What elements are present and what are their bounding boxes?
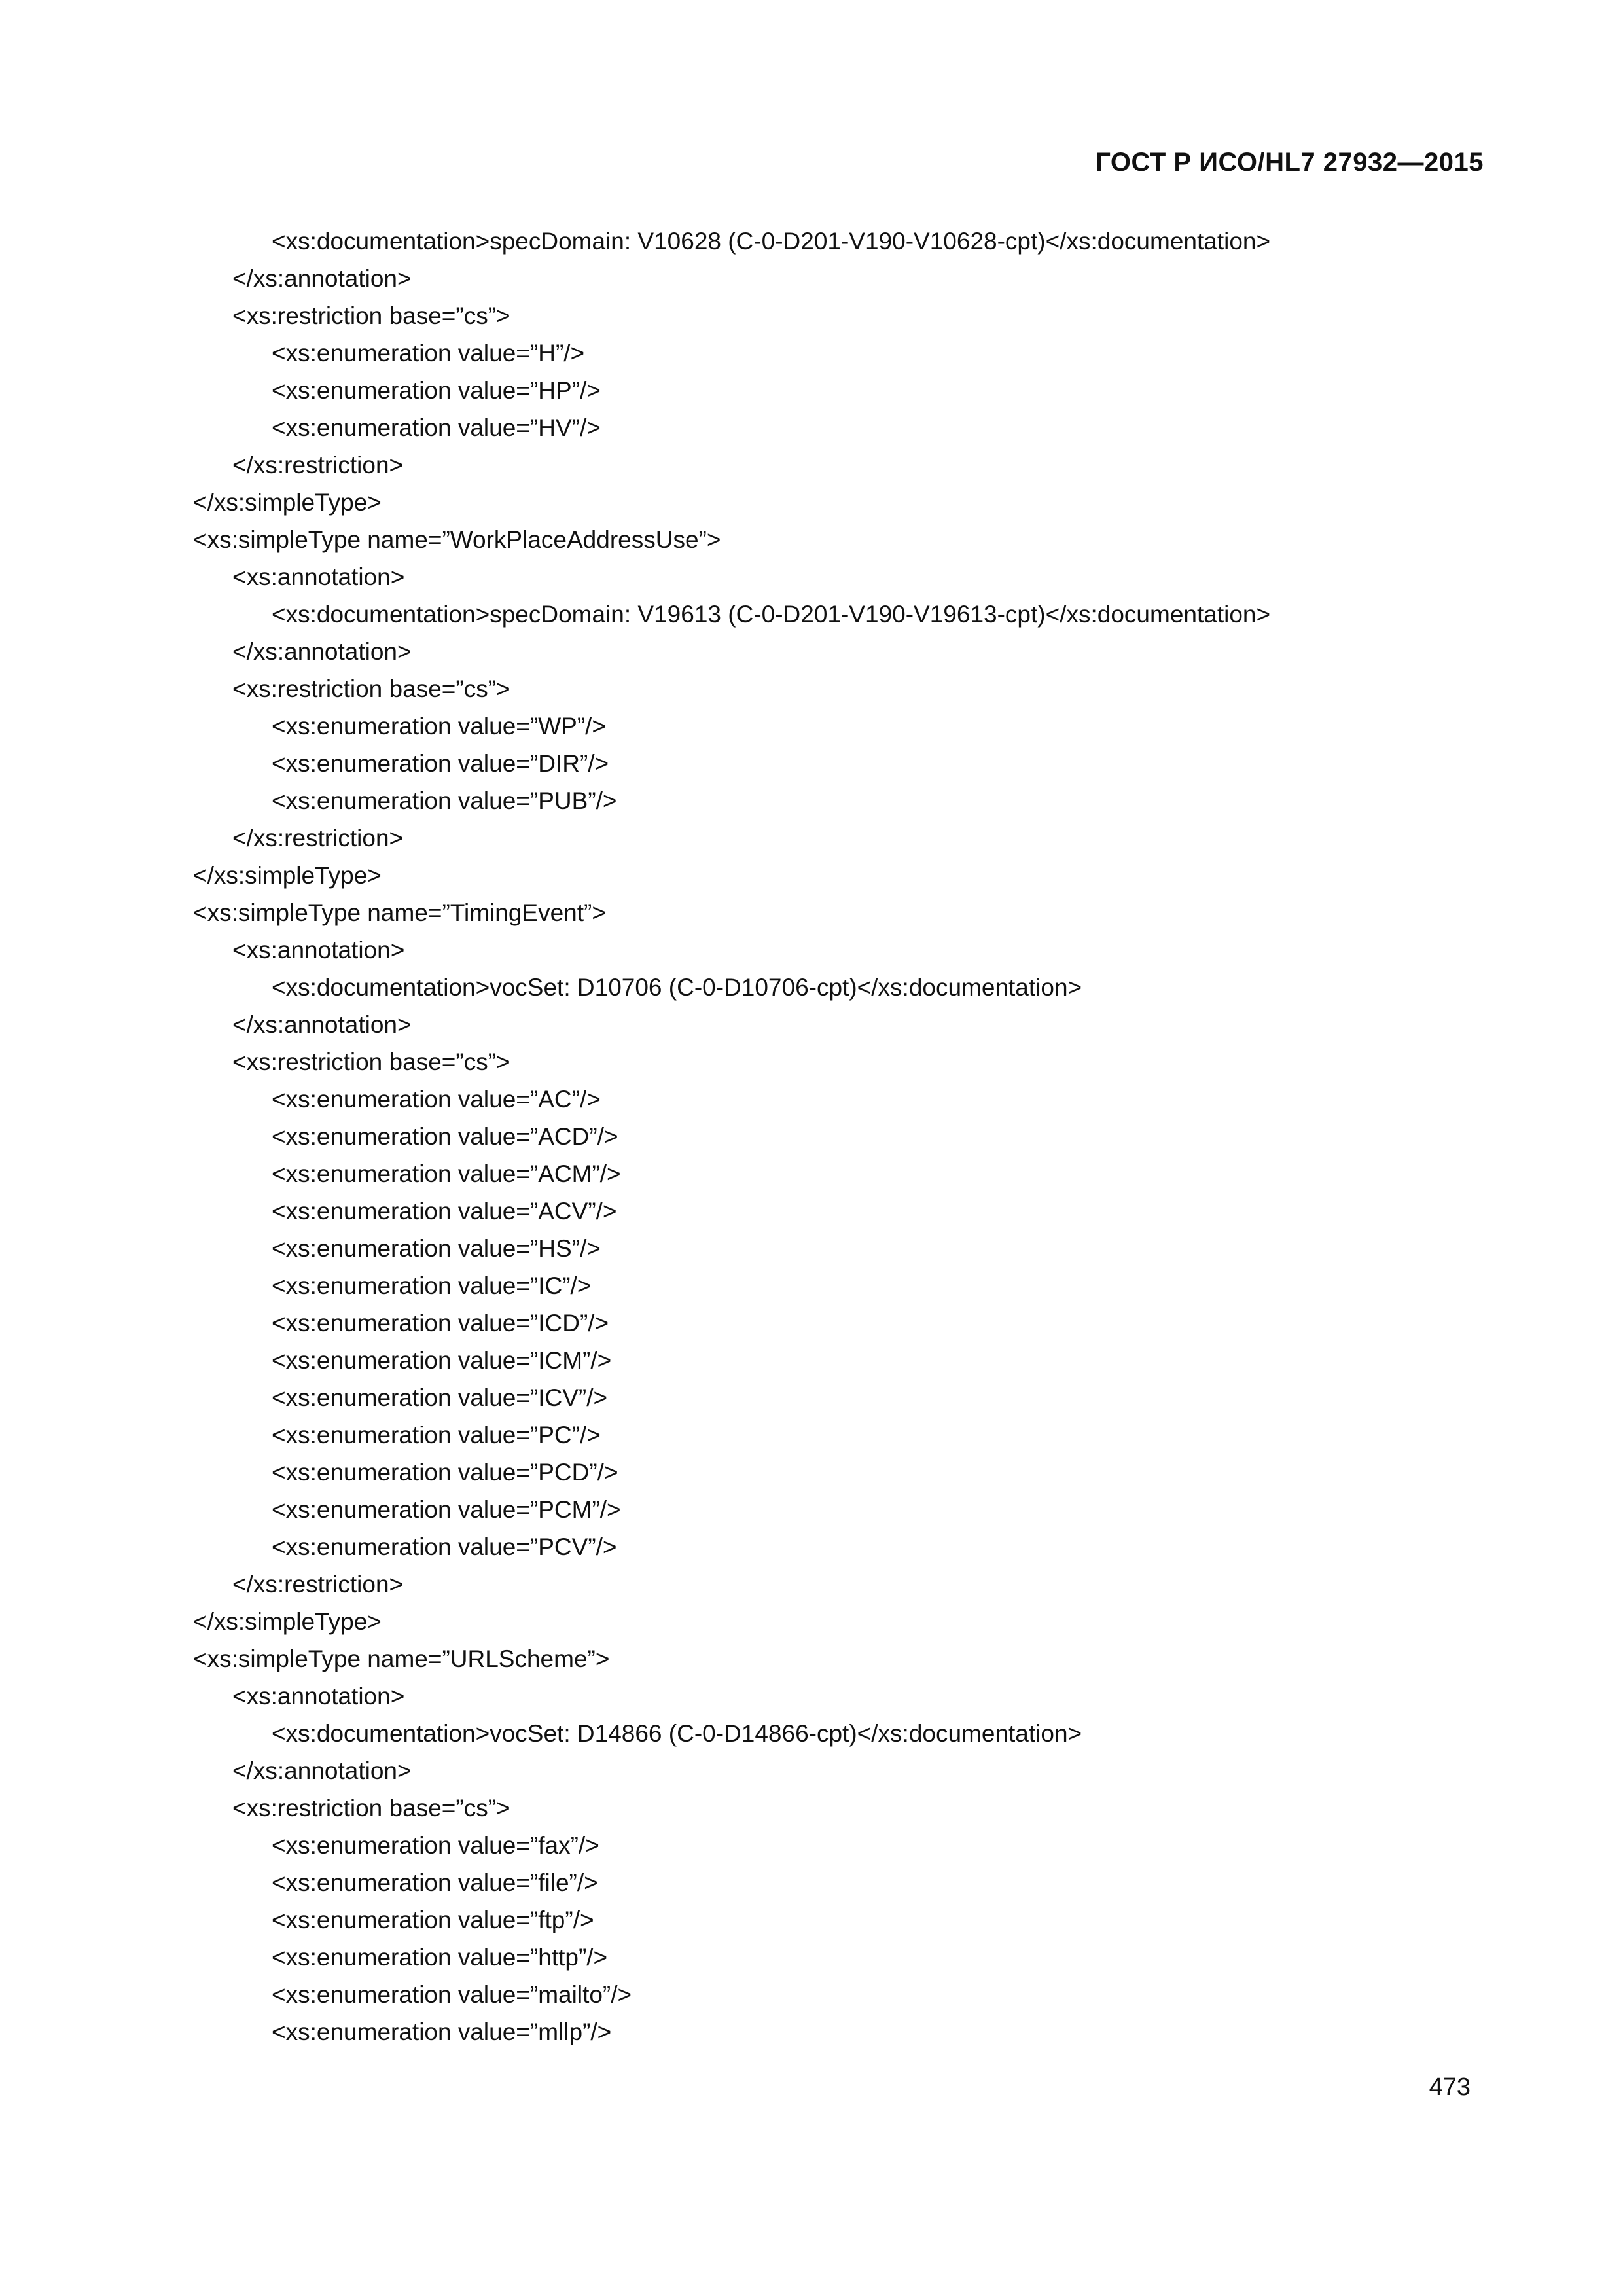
code-line: <xs:enumeration value=”ACM”/>	[272, 1160, 621, 1187]
code-line: <xs:enumeration value=”HS”/>	[272, 1235, 601, 1262]
code-line: <xs:enumeration value=”PUB”/>	[272, 787, 617, 814]
code-line: <xs:enumeration value=”ICD”/>	[272, 1310, 609, 1336]
code-line: <xs:enumeration value=”IC”/>	[272, 1272, 592, 1299]
code-line: <xs:enumeration value=”DIR”/>	[272, 750, 609, 777]
code-line: <xs:documentation>specDomain: V19613 (C-0-D201-V190-V19613-cpt)</xs:documentation>	[272, 601, 1271, 628]
code-line: <xs:simpleType name=”TimingEvent”>	[193, 899, 606, 926]
code-line: <xs:simpleType name=”WorkPlaceAddressUse”>	[193, 526, 721, 553]
code-line: </xs:annotation>	[232, 1757, 412, 1784]
code-line: <xs:restriction base=”cs”>	[232, 302, 510, 329]
code-line: <xs:enumeration value=”PCV”/>	[272, 1534, 617, 1560]
code-line: </xs:annotation>	[232, 1011, 412, 1038]
code-line: <xs:enumeration value=”PC”/>	[272, 1422, 601, 1448]
code-line: <xs:enumeration value=”ACD”/>	[272, 1123, 618, 1150]
code-line: </xs:simpleType>	[193, 1608, 382, 1635]
code-line: <xs:enumeration value=”file”/>	[272, 1869, 598, 1896]
code-line: <xs:restriction base=”cs”>	[232, 675, 510, 702]
xml-schema-code-block	[193, 223, 1502, 2051]
code-line: <xs:enumeration value=”PCD”/>	[272, 1459, 618, 1486]
code-line: <xs:enumeration value=”ICM”/>	[272, 1347, 612, 1374]
code-line: <xs:enumeration value=”WP”/>	[272, 713, 607, 740]
code-line: <xs:documentation>vocSet: D10706 (C-0-D10706-cpt)</xs:documentation>	[272, 974, 1082, 1001]
code-line: </xs:restriction>	[232, 1571, 404, 1598]
code-line: <xs:enumeration value=”HP”/>	[272, 377, 601, 404]
code-line: </xs:restriction>	[232, 825, 404, 852]
code-line: <xs:enumeration value=”HV”/>	[272, 414, 601, 441]
code-line: </xs:restriction>	[232, 452, 404, 478]
code-line: </xs:annotation>	[232, 265, 412, 292]
code-line: <xs:enumeration value=”PCM”/>	[272, 1496, 621, 1523]
code-line: <xs:enumeration value=”mailto”/>	[272, 1981, 632, 2008]
code-line: <xs:enumeration value=”fax”/>	[272, 1832, 599, 1859]
page-number: 473	[1429, 2073, 1471, 2101]
standard-header: ГОСТ Р ИСО/HL7 27932—2015	[1096, 148, 1484, 177]
code-line: <xs:enumeration value=”ftp”/>	[272, 1907, 594, 1933]
code-line: <xs:simpleType name=”URLScheme”>	[193, 1645, 610, 1672]
code-line: <xs:enumeration value=”H”/>	[272, 340, 585, 367]
code-line: <xs:documentation>specDomain: V10628 (C-0-D201-V190-V10628-cpt)</xs:documentation>	[272, 228, 1271, 255]
code-line: <xs:annotation>	[232, 1683, 405, 1710]
code-line: </xs:simpleType>	[193, 489, 382, 516]
code-line: <xs:enumeration value=”http”/>	[272, 1944, 608, 1971]
code-line: </xs:simpleType>	[193, 862, 382, 889]
code-line: <xs:annotation>	[232, 564, 405, 590]
code-line: <xs:enumeration value=”AC”/>	[272, 1086, 601, 1113]
code-line: <xs:documentation>vocSet: D14866 (C-0-D14866-cpt)</xs:documentation>	[272, 1720, 1082, 1747]
code-line: </xs:annotation>	[232, 638, 412, 665]
code-line: <xs:restriction base=”cs”>	[232, 1795, 510, 1821]
code-line: <xs:enumeration value=”mllp”/>	[272, 2018, 612, 2045]
code-line: <xs:restriction base=”cs”>	[232, 1049, 510, 1075]
code-line: <xs:annotation>	[232, 937, 405, 963]
code-line: <xs:enumeration value=”ICV”/>	[272, 1384, 608, 1411]
code-line: <xs:enumeration value=”ACV”/>	[272, 1198, 617, 1225]
